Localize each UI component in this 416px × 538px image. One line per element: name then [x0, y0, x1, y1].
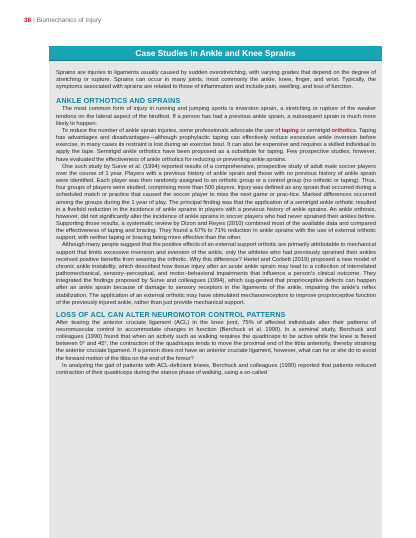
paragraph-text: or semirigid — [298, 127, 332, 134]
body-paragraph: After tearing the anterior cruciate ligament (ACL) in the knee joint, 75% of affected individuals alter their patterns of neuromuscular control to accommodate changes in function (Berchuck et al. 1990). In a seminal study, Berchuck and colleagues (1990) found that when an activity such as walking requires the quadriceps to be active while the knee is flexed between 0° and 45°, the contraction of the quadriceps tends to move the proximal end of the tibia anteriorly, thereby straining the anterior cruciate ligament. If a person does not have an anterior cruciate ligament, however, what can he or she do to avoid the forward motion of the tibia on the end of the femur? — [56, 319, 376, 362]
section-heading-ankle-orthotics: ANKLE ORTHOTICS AND SPRAINS — [56, 96, 181, 106]
body-paragraph: Although many people suggest that the positive effects of an external support orthotic are primarily attributable to mechanical support that limits excessive inversion and eversion of the ankle, only the athletes who had previously sprained their ankles received positive benefits from wearing the orthotic. Why this difference? Hertel and Corbett (2019) proposed a new model of chronic ankle instability, which described how tissue injury after an acute ankle sprain may lead to a collection of interrelated pathomechanical, sensory–perceptual, and motor–behavioral impairments that influence a person's clinical outcome. They integrated the findings proposed by Surve and colleagues (1994), which sug-gested that proprioceptive defects can happen after an ankle sprain because of damage to sensory receptors in the ligaments of the ankle, impairing the ankle's reflex stabilization. The application of an external orthotic may have stimulated mechanoreceptors to improve proprioceptive function of the previously injured ankle, rather than just provide mechanical support. — [56, 242, 376, 306]
running-header — [24, 16, 101, 25]
paragraph-text: To reduce the number of ankle sprain injuries, some professionals advocate the use of — [62, 127, 282, 134]
keyword-orthotics: orthotics — [331, 127, 357, 134]
body-paragraph: The most common form of injury in running and jumping sports is inversion sprain, a stretching or rupture of the weaker tendons on the lateral aspect of the hindfoot. If a person has had a previous ankle sprain, a subsequent sprain is much more likely to happen. — [56, 106, 376, 127]
body-paragraph — [56, 128, 376, 164]
running-head: Biomechanics of Injury — [36, 17, 102, 24]
body-paragraph: In analyzing the gait of patients with ACL-deficient knees, Berchuck and colleagues (1990) reported that patients reduced contraction of their quadriceps during the stance phase of walking, using a so-called — [56, 362, 376, 376]
case-study-box — [49, 46, 382, 538]
intro-paragraph: Sprains are injuries to ligaments usually caused by sudden overstretching, with varying grades that depend on the degree of stretching or rupture. Sprains can occur in many joints, most commonly the ankle, knee, finger, and wrist. Typically, the symptoms associated with sprains are related to those of inflammation and include pain, swelling, and loss of function. — [56, 70, 376, 91]
section-heading-acl: LOSS OF ACL CAN ALTER NEUROMOTOR CONTROL PATTERNS — [56, 309, 286, 319]
body-paragraph: One such study by Surve et al. (1994) reported results of a comprehensive, prospective study of adult male soccer players over the course of 1 year. Players with a previous history of ankle sprain and those with no previous history of ankle sprain were identified. Each player was then randomly assigned to an orthotic group or a control group (no orthotic or taping). Thus, four groups of players were studied, comprising more than 500 players. Injury was defined as any sprain that occurred during a scheduled match or practice that caused the soccer player to miss the next game or prac-tice. Marked differences occurred among the groups during the 1 year of play. The principal finding was that the application of a semirigid ankle orthotic resulted in a fivefold reduction in the incidence of ankle sprains in players with a previous history of ankle sprains. An ankle orthosis, however, did not significantly alter the incidence of ankle sprains in soccer players who had never sprained their ankles before. Supporting those results, a systematic review by Dizon and Reyes (2010) combined most of the available data and compared the effectiveness of taping and bracing. They found a 67% to 71% reduction in ankle sprains with the use of external orthotic support, with neither taping or bracing being more effective than the other. — [56, 163, 376, 242]
keyword-taping: taping — [281, 127, 299, 134]
box-content — [49, 61, 382, 377]
box-title: Case Studies in Ankle and Knee Sprains — [49, 46, 382, 61]
paragraph-text: . Taping has advantages and disadvantages—although prophylactic taping can effectively reduce excessive ankle inversion before exercise, in many cases its restraint is lost during an exercise bout. It can also be expensive and requires a skilled individual to apply the tape. Semirigid ankle orthotics have been proposed as a substitute for taping. Few prospective studies, however, have evaluated the effectiveness of ankle orthotics for reducing or preventing ankle sprains. — [56, 127, 377, 163]
page-number: 38 — [24, 17, 32, 24]
header-separator: | — [33, 17, 35, 24]
